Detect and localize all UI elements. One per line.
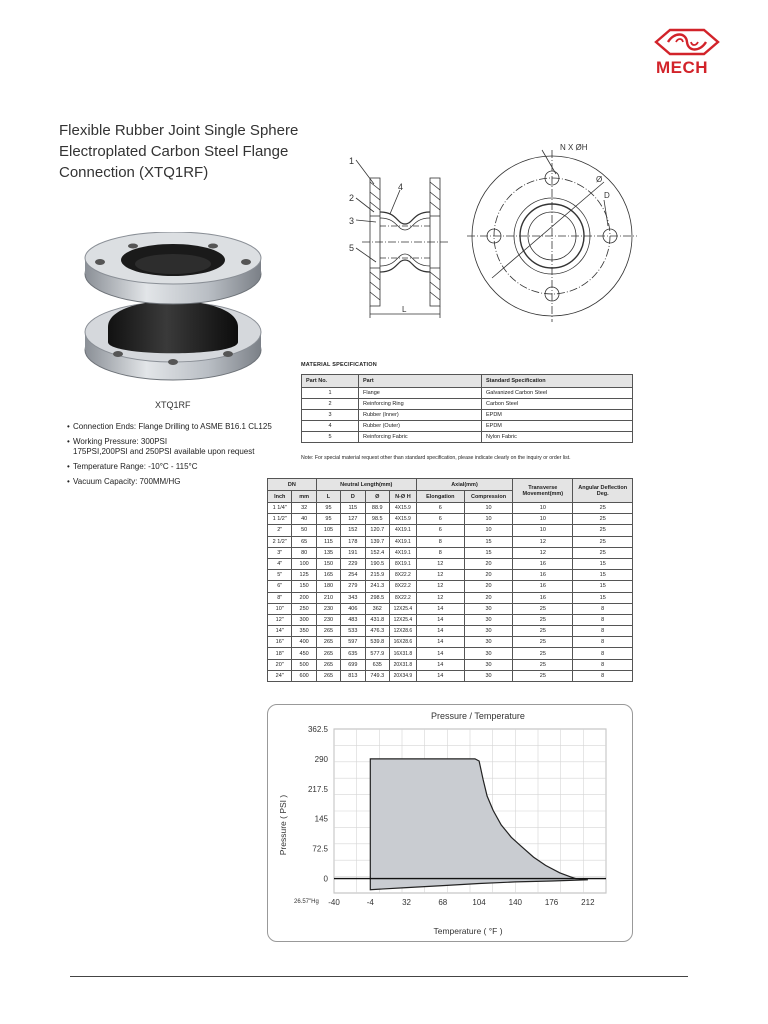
table-cell: 8	[573, 670, 633, 681]
material-spec-table	[301, 374, 633, 443]
table-cell: 120.7	[365, 525, 390, 536]
material-spec-heading: MATERIAL SPECIFICATION	[301, 362, 377, 368]
table-cell: 12	[416, 570, 464, 581]
table-cell: 210	[316, 592, 340, 603]
table-cell: 699	[341, 659, 365, 670]
table-cell: 635	[341, 648, 365, 659]
table-cell: 450	[292, 648, 316, 659]
table-cell: 127	[341, 514, 365, 525]
table-cell: 12X25.4	[390, 614, 417, 625]
chart-title: Pressure / Temperature	[431, 711, 525, 721]
table-cell: Rubber (Outer)	[359, 421, 482, 432]
table-cell: 265	[316, 659, 340, 670]
spec-connection-ends: • Connection Ends: Flange Drilling to ASME B16.1 CL125	[67, 422, 287, 432]
table-row	[268, 581, 633, 592]
table-row	[268, 514, 633, 525]
table-cell: 265	[316, 648, 340, 659]
title-line-3: Connection (XTQ1RF)	[59, 164, 209, 181]
table-cell: 16	[513, 592, 573, 603]
chart-x-tick-label: 32	[402, 898, 411, 907]
table-cell: 4"	[268, 558, 292, 569]
table-cell: 32	[292, 503, 316, 514]
product-title	[59, 120, 329, 183]
table-cell: 14	[416, 659, 464, 670]
table-cell: 40	[292, 514, 316, 525]
table-cell: 600	[292, 670, 316, 681]
table-row	[268, 670, 633, 681]
table-cell: 178	[341, 536, 365, 547]
table-cell: 15	[573, 570, 633, 581]
table-cell: 125	[292, 570, 316, 581]
table-cell: 14	[416, 614, 464, 625]
table-cell: 25	[513, 648, 573, 659]
table-cell: 279	[341, 581, 365, 592]
table-cell: 8X22.2	[390, 570, 417, 581]
chart-x-tick-label: 212	[581, 898, 595, 907]
material-spec-body	[302, 388, 633, 443]
table-cell: 597	[341, 637, 365, 648]
table-cell: 12X28.6	[390, 626, 417, 637]
table-cell: 813	[341, 670, 365, 681]
callout-3: 3	[349, 216, 355, 226]
table-cell: 362	[365, 603, 390, 614]
table-cell: 4X19.1	[390, 525, 417, 536]
table-row	[268, 570, 633, 581]
table-cell: 10	[513, 503, 573, 514]
table-cell: 180	[316, 581, 340, 592]
chart-x-tick-label: 68	[438, 898, 448, 907]
table-cell: 25	[513, 637, 573, 648]
table-cell: 4X19.1	[390, 536, 417, 547]
header-transverse: Transverse Movement(mm)	[513, 479, 573, 503]
table-header-row	[302, 375, 633, 388]
table-row	[302, 410, 633, 421]
table-cell: 14"	[268, 626, 292, 637]
material-note: Note: For special material request other than standard specification, please indicate clearly on the inquiry or order list.	[301, 455, 571, 461]
chart-y-axis-label: Pressure ( PSI )	[278, 794, 288, 856]
table-cell: 8X19.1	[390, 558, 417, 569]
table-cell: EPDM	[482, 421, 633, 432]
table-cell: 18"	[268, 648, 292, 659]
callout-4: 4	[398, 182, 404, 192]
table-cell: 190.5	[365, 558, 390, 569]
header-mm: mm	[292, 491, 316, 503]
table-cell: 8	[573, 626, 633, 637]
table-cell: 30	[464, 670, 512, 681]
table-cell: 12	[416, 581, 464, 592]
chart-x-tick-label: 176	[544, 898, 559, 907]
table-cell: 20	[464, 570, 512, 581]
table-cell: 3"	[268, 547, 292, 558]
spec-list	[67, 422, 287, 492]
table-cell: 10	[464, 503, 512, 514]
table-cell: 1	[302, 388, 359, 399]
table-cell: 65	[292, 536, 316, 547]
table-cell: 749.3	[365, 670, 390, 681]
brand-name: MECH	[656, 58, 709, 77]
table-row	[268, 614, 633, 625]
table-cell: 150	[292, 581, 316, 592]
table-cell: 16	[513, 570, 573, 581]
chart-x-tick-label: 140	[508, 898, 523, 907]
technical-drawing	[342, 138, 637, 323]
table-cell: 20	[464, 592, 512, 603]
table-cell: 2 1/2"	[268, 536, 292, 547]
table-cell: 1 1/2"	[268, 514, 292, 525]
spec-working-pressure-options: 175PSI,200PSI and 250PSI available upon request	[73, 447, 255, 456]
table-cell: 10	[513, 525, 573, 536]
dimension-table	[267, 478, 633, 682]
table-cell: 12"	[268, 614, 292, 625]
table-cell: 191	[341, 547, 365, 558]
table-cell: 635	[365, 659, 390, 670]
table-cell: 25	[573, 503, 633, 514]
spec-temperature-range: • Temperature Range: -10°C - 115°C	[67, 462, 287, 472]
table-cell: 14	[416, 637, 464, 648]
table-cell: 8	[573, 648, 633, 659]
table-cell: 20X34.9	[390, 670, 417, 681]
table-row	[268, 648, 633, 659]
table-cell: 30	[464, 648, 512, 659]
table-cell: 10	[513, 514, 573, 525]
table-row	[302, 388, 633, 399]
table-cell: 150	[316, 558, 340, 569]
table-cell: 16X31.8	[390, 648, 417, 659]
table-cell: 8X22.2	[390, 592, 417, 603]
header-n-phi-h: N-Ø H	[390, 491, 417, 503]
table-cell: 115	[341, 503, 365, 514]
header-dn: DN	[268, 479, 317, 491]
pressure-temperature-chart	[267, 704, 633, 942]
header-phi: Ø	[365, 491, 390, 503]
table-cell: 12	[513, 536, 573, 547]
chart-y-tick-label: 0	[323, 874, 328, 884]
callout-2: 2	[349, 193, 355, 203]
mech-logo-icon	[652, 24, 722, 60]
table-cell: 80	[292, 547, 316, 558]
header-L: L	[316, 491, 340, 503]
table-cell: 139.7	[365, 536, 390, 547]
table-cell: 98.5	[365, 514, 390, 525]
table-cell: 14	[416, 626, 464, 637]
table-cell: 15	[573, 558, 633, 569]
table-cell: 2	[302, 399, 359, 410]
table-cell: 30	[464, 659, 512, 670]
header-compression: Compression	[464, 491, 512, 503]
table-cell: 25	[573, 536, 633, 547]
table-cell: 20X31.8	[390, 659, 417, 670]
table-cell: 14	[416, 670, 464, 681]
table-cell: 8	[416, 547, 464, 558]
table-cell: 6	[416, 514, 464, 525]
table-cell: 4X19.1	[390, 547, 417, 558]
callout-1: 1	[349, 156, 355, 166]
header-part-no: Part No.	[302, 375, 359, 388]
table-cell: 115	[316, 536, 340, 547]
table-row	[268, 637, 633, 648]
table-cell: 105	[316, 525, 340, 536]
table-cell: 25	[513, 603, 573, 614]
table-row	[268, 659, 633, 670]
table-cell: 539.8	[365, 637, 390, 648]
header-neutral-length: Neutral Length(mm)	[316, 479, 416, 491]
dimension-L-label: L	[402, 305, 407, 314]
table-cell: 298.5	[365, 592, 390, 603]
table-cell: 95	[316, 514, 340, 525]
table-cell: 483	[341, 614, 365, 625]
spec-working-pressure	[67, 437, 287, 457]
table-cell: 500	[292, 659, 316, 670]
chart-x-tick-label: 104	[472, 898, 486, 907]
table-cell: 10"	[268, 603, 292, 614]
header-inch: Inch	[268, 491, 292, 503]
callout-5: 5	[349, 243, 355, 253]
table-cell: 241.3	[365, 581, 390, 592]
table-cell: 265	[316, 626, 340, 637]
table-cell: 6	[416, 525, 464, 536]
header-elongation: Elongation	[416, 491, 464, 503]
table-cell: 350	[292, 626, 316, 637]
table-cell: 30	[464, 614, 512, 625]
table-cell: 6"	[268, 581, 292, 592]
table-cell: 400	[292, 637, 316, 648]
table-cell: 265	[316, 670, 340, 681]
header-part: Part	[359, 375, 482, 388]
table-cell: 25	[513, 626, 573, 637]
table-cell: 25	[513, 659, 573, 670]
table-cell: 15	[573, 592, 633, 603]
table-row	[268, 592, 633, 603]
table-cell: 16X28.6	[390, 637, 417, 648]
table-cell: 25	[573, 547, 633, 558]
table-cell: 100	[292, 558, 316, 569]
table-cell: 8	[573, 659, 633, 670]
table-cell: 577.9	[365, 648, 390, 659]
table-cell: Flange	[359, 388, 482, 399]
table-cell: 215.9	[365, 570, 390, 581]
table-cell: 88.9	[365, 503, 390, 514]
table-cell: 25	[573, 514, 633, 525]
table-cell: 8	[573, 603, 633, 614]
chart-y-tick-label: 290	[314, 754, 328, 764]
table-cell: 15	[464, 547, 512, 558]
table-cell: 8X22.2	[390, 581, 417, 592]
chart-y-tick-label: 72.5	[312, 844, 328, 854]
table-cell: 20	[464, 558, 512, 569]
table-cell: 6	[416, 503, 464, 514]
table-cell: 20"	[268, 659, 292, 670]
table-cell: 200	[292, 592, 316, 603]
table-cell: 265	[316, 637, 340, 648]
table-cell: 30	[464, 603, 512, 614]
table-cell: 230	[316, 614, 340, 625]
table-header-row	[268, 479, 633, 491]
table-cell: 8	[573, 614, 633, 625]
title-line-2: Electroplated Carbon Steel Flange	[59, 143, 289, 160]
table-cell: 4	[302, 421, 359, 432]
table-cell: 4X15.9	[390, 503, 417, 514]
table-row	[302, 421, 633, 432]
title-line-1: Flexible Rubber Joint Single Sphere	[59, 122, 299, 139]
spec-working-pressure-main: Working Pressure: 300PSI	[73, 437, 168, 446]
table-row	[268, 626, 633, 637]
table-cell: 20	[464, 581, 512, 592]
table-cell: Rubber (Inner)	[359, 410, 482, 421]
table-cell: Galvanized Carbon Steel	[482, 388, 633, 399]
table-cell: 8	[573, 637, 633, 648]
phi-label: Ø	[596, 175, 603, 184]
table-cell: 16	[513, 581, 573, 592]
chart-vacuum-label: 26.57"Hg	[294, 899, 319, 905]
dimension-table-body	[268, 503, 633, 682]
table-cell: Nylon Fabric	[482, 432, 633, 443]
table-cell: Reinforcing Ring	[359, 399, 482, 410]
table-cell: 5"	[268, 570, 292, 581]
table-cell: 10	[464, 525, 512, 536]
table-cell: 229	[341, 558, 365, 569]
table-cell: 25	[513, 670, 573, 681]
chart-x-axis-label: Temperature ( °F )	[433, 926, 503, 936]
table-row	[268, 525, 633, 536]
table-cell: 533	[341, 626, 365, 637]
header-D: D	[341, 491, 365, 503]
chart-y-tick-label: 145	[314, 814, 328, 824]
table-cell: 30	[464, 637, 512, 648]
table-cell: 25	[573, 525, 633, 536]
table-cell: 95	[316, 503, 340, 514]
table-cell: 4X15.9	[390, 514, 417, 525]
table-cell: 5	[302, 432, 359, 443]
table-row	[268, 536, 633, 547]
table-cell: 152	[341, 525, 365, 536]
photo-caption: XTQ1RF	[155, 400, 191, 410]
table-cell: 1 1/4"	[268, 503, 292, 514]
table-cell: 12	[513, 547, 573, 558]
table-row	[268, 547, 633, 558]
header-angular: Angular Deflection Deg.	[573, 479, 633, 503]
table-cell: 3	[302, 410, 359, 421]
table-cell: 8	[416, 536, 464, 547]
table-row	[268, 558, 633, 569]
table-cell: 10	[464, 514, 512, 525]
table-cell: 135	[316, 547, 340, 558]
holes-label: N X ØH	[560, 143, 588, 152]
table-cell: 12	[416, 592, 464, 603]
table-cell: 476.3	[365, 626, 390, 637]
table-cell: 165	[316, 570, 340, 581]
table-cell: 50	[292, 525, 316, 536]
table-cell: 14	[416, 603, 464, 614]
table-cell: EPDM	[482, 410, 633, 421]
chart-y-ticks	[308, 725, 329, 884]
table-cell: 406	[341, 603, 365, 614]
table-cell: 16"	[268, 637, 292, 648]
table-cell: 230	[316, 603, 340, 614]
table-row	[302, 432, 633, 443]
chart-x-tick-label: -40	[328, 898, 340, 907]
header-axial: Axial(mm)	[416, 479, 513, 491]
table-cell: 300	[292, 614, 316, 625]
diameter-D-label: D	[604, 191, 610, 200]
chart-x-ticks	[328, 898, 595, 907]
table-row	[302, 399, 633, 410]
table-cell: 2"	[268, 525, 292, 536]
chart-x-tick-label: -4	[366, 898, 374, 907]
table-cell: 24"	[268, 670, 292, 681]
chart-y-tick-label: 362.5	[307, 725, 328, 734]
table-cell: 25	[513, 614, 573, 625]
table-cell: 12	[416, 558, 464, 569]
chart-svg	[268, 705, 634, 943]
table-cell: 15	[464, 536, 512, 547]
table-cell: 30	[464, 626, 512, 637]
table-cell: 250	[292, 603, 316, 614]
chart-y-tick-label: 217.5	[307, 784, 328, 794]
table-cell: 16	[513, 558, 573, 569]
footer-divider	[70, 976, 688, 977]
table-cell: 15	[573, 581, 633, 592]
table-cell: Carbon Steel	[482, 399, 633, 410]
table-cell: 8"	[268, 592, 292, 603]
spec-vacuum-capacity: • Vacuum Capacity: 700MM/HG	[67, 477, 287, 487]
table-row	[268, 603, 633, 614]
table-cell: 343	[341, 592, 365, 603]
table-cell: 431.8	[365, 614, 390, 625]
product-photo	[78, 232, 268, 392]
table-cell: 254	[341, 570, 365, 581]
table-cell: 12X25.4	[390, 603, 417, 614]
table-cell: Reinforcing Fabric	[359, 432, 482, 443]
header-standard-spec: Standard Specification	[482, 375, 633, 388]
table-cell: 14	[416, 648, 464, 659]
table-cell: 152.4	[365, 547, 390, 558]
table-row	[268, 503, 633, 514]
